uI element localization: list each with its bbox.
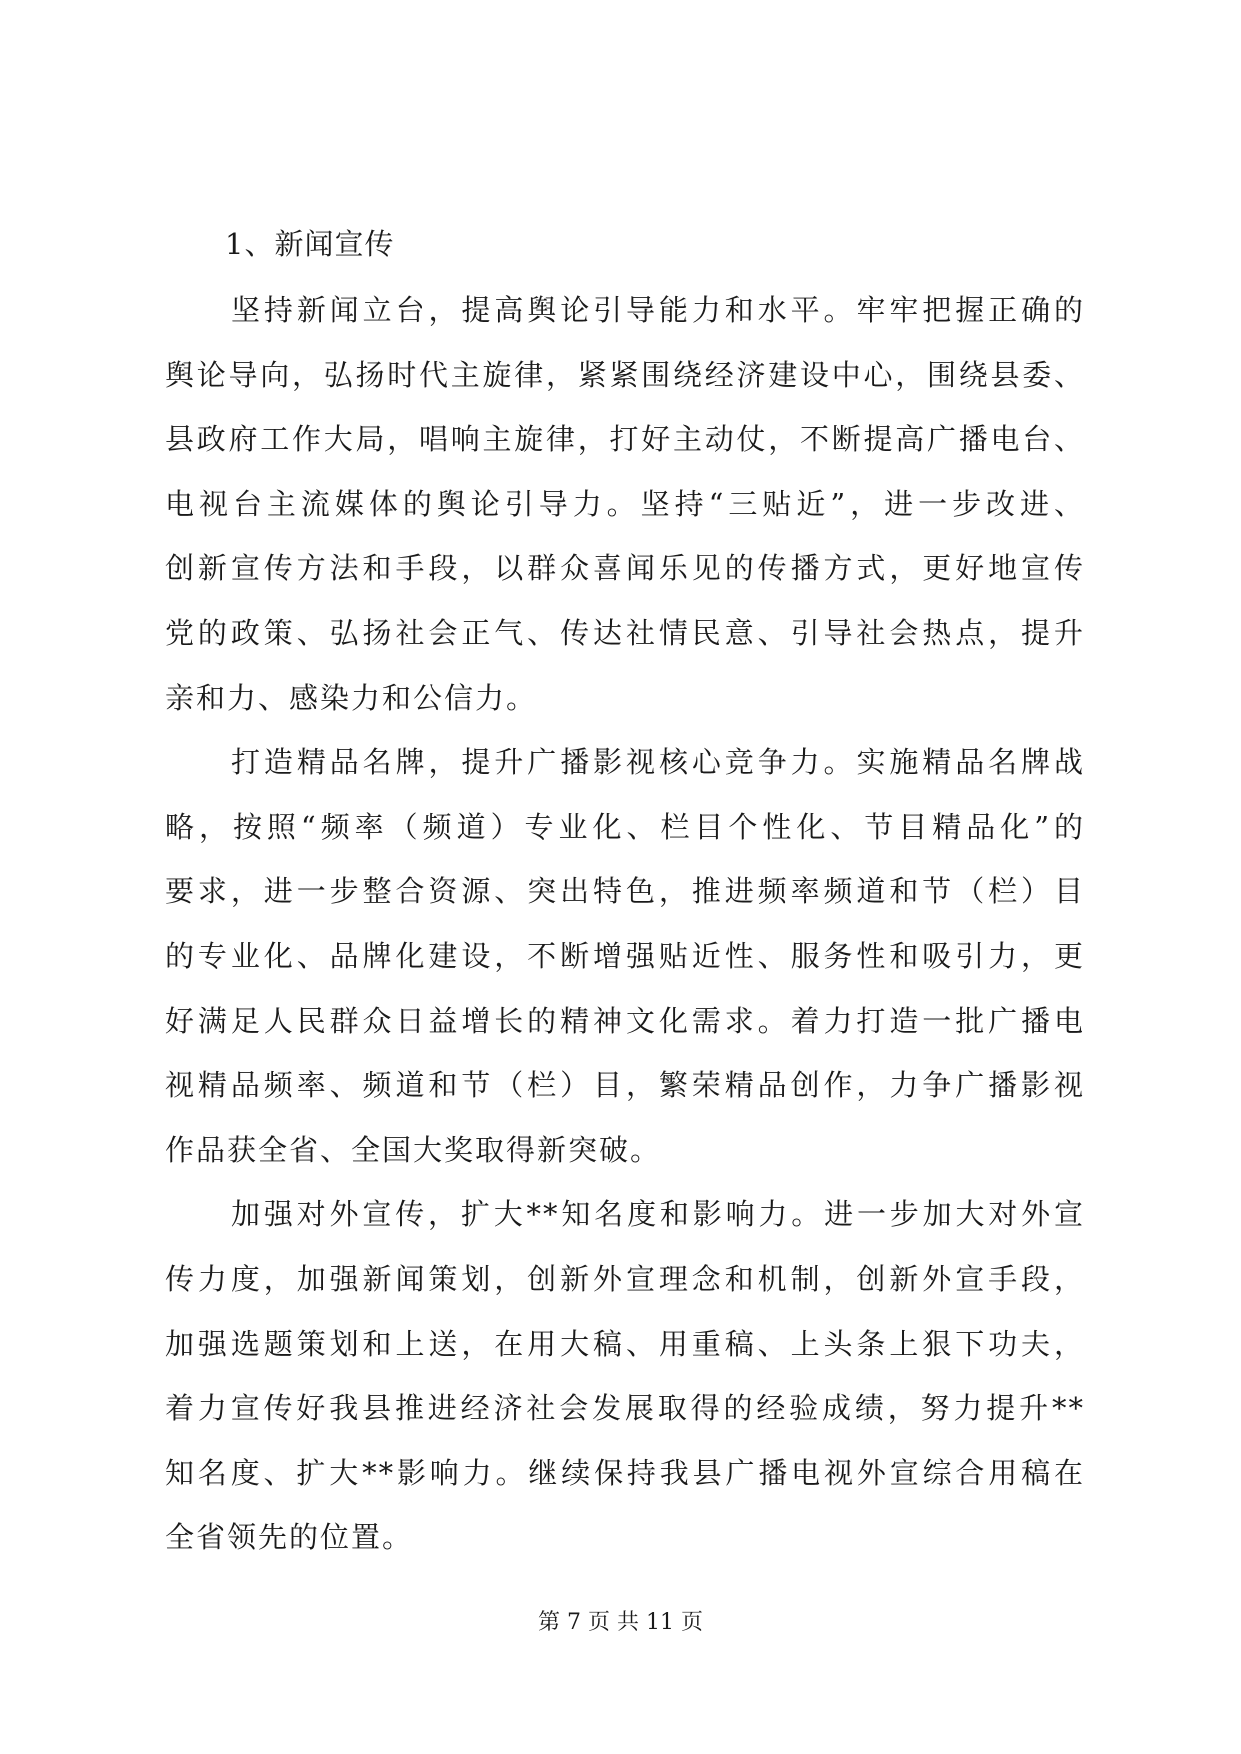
paragraph-line: 党的政策、弘扬社会正气、传达社情民意、引导社会热点，提升 bbox=[165, 615, 1085, 650]
paragraph-news-platform bbox=[165, 292, 1085, 744]
paragraph-line: 电视台主流媒体的舆论引导力。坚持“三贴近”，进一步改进、 bbox=[165, 486, 1085, 521]
paragraph-line: 知名度、扩大**影响力。继续保持我县广播电视外宣综合用稿在 bbox=[165, 1455, 1085, 1490]
paragraph-line: 传力度，加强新闻策划，创新外宣理念和机制，创新外宣手段， bbox=[165, 1261, 1085, 1296]
paragraph-line: 着力宣传好我县推进经济社会发展取得的经验成绩，努力提升** bbox=[165, 1391, 1085, 1426]
section-heading: 1、新闻宣传 bbox=[225, 227, 395, 261]
paragraph-line: 亲和力、感染力和公信力。 bbox=[165, 680, 538, 715]
paragraph-line: 的专业化、品牌化建设，不断增强贴近性、服务性和吸引力，更 bbox=[165, 938, 1085, 973]
paragraph-line: 全省领先的位置。 bbox=[165, 1520, 414, 1555]
paragraph-line: 坚持新闻立台，提高舆论引导能力和水平。牢牢把握正确的 bbox=[231, 293, 1085, 327]
paragraph-line: 要求，进一步整合资源、突出特色，推进频率频道和节（栏）目 bbox=[165, 874, 1085, 909]
paragraph-line: 好满足人民群众日益增长的精神文化需求。着力打造一批广播电 bbox=[165, 1003, 1085, 1038]
paragraph-quality-brand bbox=[165, 744, 1085, 1196]
paragraph-line: 视精品频率、频道和节（栏）目，繁荣精品创作，力争广播影视 bbox=[165, 1068, 1085, 1103]
paragraph-line: 加强对外宣传，扩大**知名度和影响力。进一步加大对外宣 bbox=[231, 1197, 1085, 1232]
page-number-footer: 第 7 页 共 11 页 bbox=[538, 1610, 703, 1635]
paragraph-line: 加强选题策划和上送，在用大稿、用重稿、上头条上狠下功夫， bbox=[165, 1326, 1085, 1361]
paragraph-line: 打造精品名牌，提升广播影视核心竞争力。实施精品名牌战 bbox=[231, 745, 1085, 780]
paragraph-line: 创新宣传方法和手段，以群众喜闻乐见的传播方式，更好地宣传 bbox=[165, 551, 1085, 586]
document-body bbox=[165, 226, 1085, 1584]
paragraph-line: 县政府工作大局，唱响主旋律，打好主动仗，不断提高广播电台、 bbox=[165, 422, 1085, 457]
paragraph-line: 略，按照“频率（频道）专业化、栏目个性化、节目精品化”的 bbox=[165, 809, 1085, 844]
paragraph-external-publicity bbox=[165, 1196, 1085, 1584]
paragraph-line: 作品获全省、全国大奖取得新突破。 bbox=[165, 1132, 662, 1167]
paragraph-line: 舆论导向，弘扬时代主旋律，紧紧围绕经济建设中心，围绕县委、 bbox=[165, 357, 1085, 392]
